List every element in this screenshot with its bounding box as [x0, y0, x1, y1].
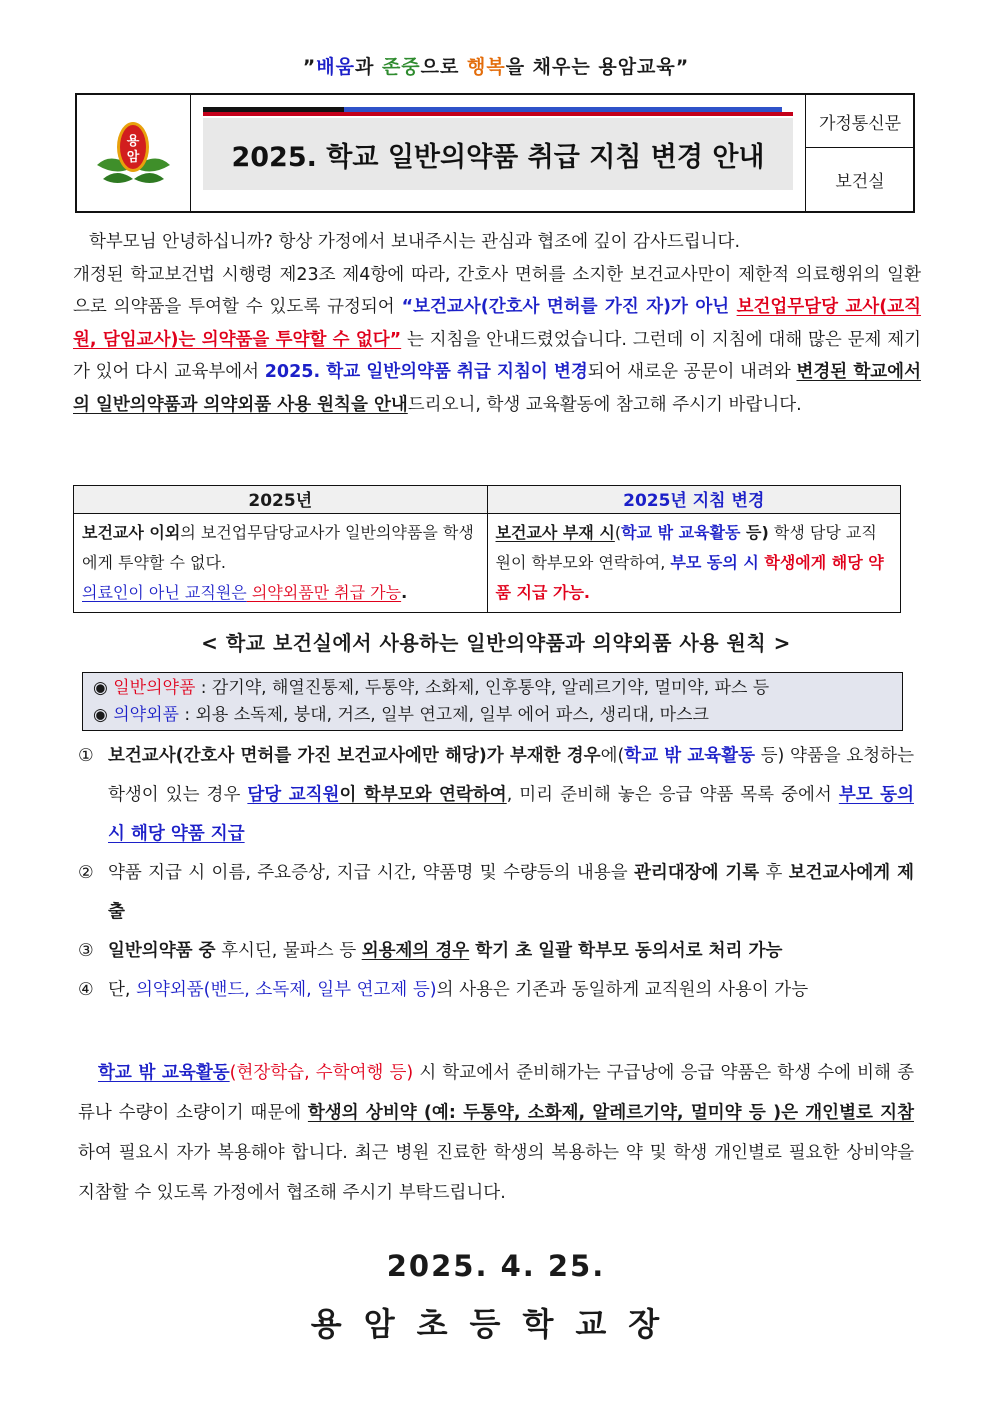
bullet-icon: ◉	[93, 678, 108, 698]
guideline-comparison-table	[73, 485, 901, 613]
greeting: 학부모님 안녕하십니까? 항상 가정에서 보내주시는 관심과 협조에 깊이 감사드립니다.	[89, 232, 741, 252]
svg-text:암: 암	[126, 150, 140, 165]
page-title: 2025. 학교 일반의약품 취급 지침 변경 안내	[203, 118, 793, 190]
principle-section-title: < 학교 보건실에서 사용하는 일반의약품과 의약외품 사용 원칙 >	[201, 631, 791, 655]
changed-guideline-cell: 보건교사 부재 시(학교 밖 교육활동 등) 학생 담당 교직원이 학부모와 연락하여, 부모 동의 시 학생에게 해당 약품 지급 가능.	[487, 514, 901, 613]
logo-cell	[77, 95, 191, 211]
intro-paragraph	[73, 226, 921, 421]
header-box	[75, 93, 915, 213]
department-label: 보건실	[835, 172, 885, 192]
medicine-types-box	[82, 672, 903, 731]
issue-date: 2025. 4. 25.	[386, 1249, 606, 1283]
column-header-2025: 2025년	[74, 486, 488, 514]
column-header-2025-change: 2025년 지침 변경	[487, 486, 901, 514]
principal-signature: 용암초등학교장	[310, 1305, 682, 1343]
category-label: 가정통신문	[806, 95, 914, 148]
svg-text:용: 용	[126, 134, 140, 149]
principle-item-2: ② 약품 지급 시 이름, 주요증상, 지급 시간, 약품명 및 수량등의 내용을 관리대장에 기록 후 보건교사에게 제출	[78, 863, 914, 922]
field-trip-paragraph: 학교 밖 교육활동(현장학습, 수학여행 등) 시 학교에서 준비해가는 구급낭에 응급 약품은 학생 수에 비해 종류나 수량이 소량이기 때문에 학생의 상비약 (예: 두통약, 소화제, 알레르기약, 멀미약 등 )은 개인별로 지참하여 필요시 자가 복용해야 합니다. 최근 병원 진료한 학생의 복용하는 약 및 학생 개인별로 필요한 상비약을 지참할 수 있도록 가정에서 협조해 주시기 부탁드립니다.	[78, 1063, 914, 1203]
previous-guideline-cell: 보건교사 이외의 보건업무담당교사가 일반의약품을 학생에게 투약할 수 없다. 의료인이 아닌 교직원은 의약외품만 취급 가능.	[74, 514, 488, 613]
quasi-drug-row: ◉ 의약외품 : 외용 소독제, 붕대, 거즈, 일부 연고제, 일부 에어 파스, 생리대, 마스크	[93, 705, 709, 725]
title-decor-bar-red	[203, 112, 793, 116]
principle-item-3: ③ 일반의약품 중 후시딘, 물파스 등 외용제의 경우 학기 초 일괄 학부모 동의서로 처리 가능	[78, 941, 783, 961]
general-medicine-row: ◉ 일반의약품 : 감기약, 해열진통제, 두통약, 소화제, 인후통약, 알레르기약, 멀미약, 파스 등	[93, 678, 770, 698]
school-slogan: ”배움과 존중으로 행복을 채우는 용암교육”	[302, 56, 690, 78]
info-cell	[805, 95, 914, 211]
bullet-icon: ◉	[93, 705, 108, 725]
intro-body: 개정된 학교보건법 시행령 제23조 제4항에 따라, 간호사 면허를 소지한 보건교사만이 제한적 의료행위의 일환으로 의약품을 투여할 수 있도록 규정되어 “보건교사(간호사 면허를 가진 자)가 아닌 보건업무담당 교사(교직원, 담임교사)는 의약품을 투약할 수 없다” 는 지침을 안내드렸었습니다. 그런데 이 지침에 대해 많은 문제 제기가 있어 다시 교육부에서 2025. 학교 일반의약품 취급 지침이 변경되어 새로운 공문이 내려와 변경된 학교에서의 일반의약품과 의약외품 사용 원칙을 안내드리오니, 학생 교육활동에 참고해 주시기 바랍니다.	[73, 264, 922, 415]
principle-item-1: ① 보건교사(간호사 면허를 가진 보건교사에만 해당)가 부재한 경우에(학교 밖 교육활동 등) 약품을 요청하는 학생이 있는 경우 담당 교직원이 학부모와 연락하여, 미리 준비해 놓은 응급 약품 목록 중에서 부모 동의 시 해당 약품 지급	[78, 746, 914, 844]
principles-list	[78, 737, 914, 1010]
school-logo-icon	[77, 95, 190, 211]
principle-item-4: ④ 단, 의약외품(밴드, 소독제, 일부 연고제 등)의 사용은 기존과 동일하게 교직원의 사용이 가능	[78, 980, 809, 1000]
title-cell	[191, 95, 805, 211]
